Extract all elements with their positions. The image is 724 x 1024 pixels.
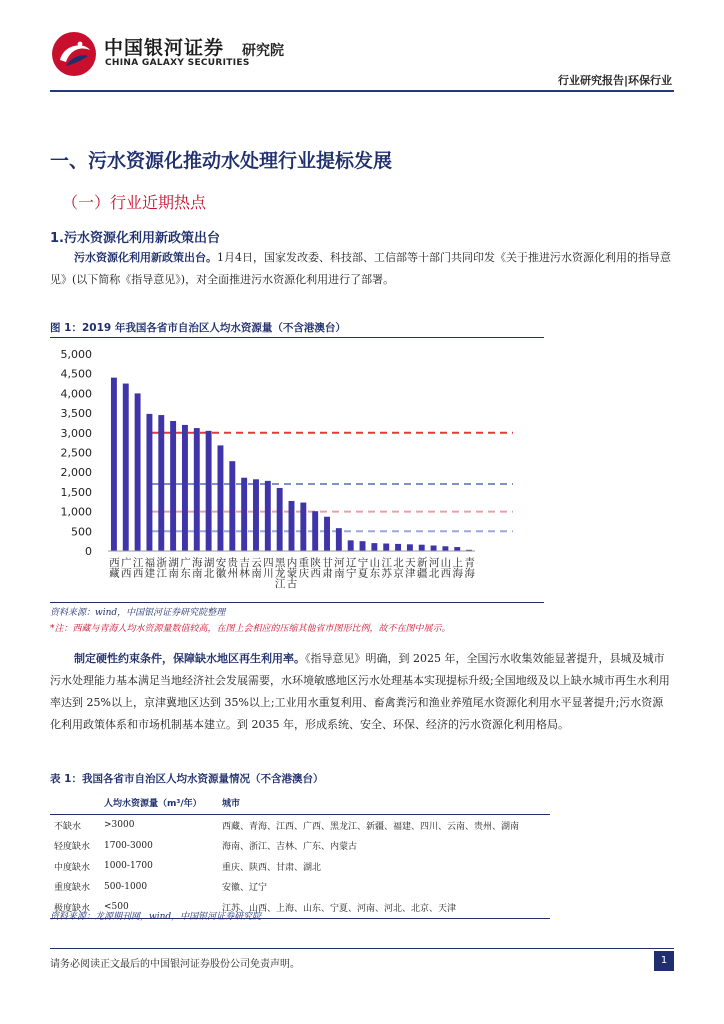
y-tick-label: 1,000 (60, 505, 92, 519)
paragraph-lead: 污水资源化利用新政策出台。 (74, 251, 217, 264)
x-tick-label: 安徽 (214, 557, 227, 578)
x-tick-label: 吉林 (238, 557, 251, 578)
bar (241, 478, 247, 551)
y-tick-label: 3,500 (60, 407, 92, 421)
logo-english-name: CHINA GALAXY SECURITIES (105, 58, 250, 68)
table-cell: >3000 (104, 820, 135, 831)
x-tick-label: 辽宁 (344, 557, 357, 578)
table-cell: 不缺水 (54, 821, 82, 832)
section-heading: 一、污水资源化推动水处理行业提标发展 (50, 150, 393, 172)
paragraph-policy (50, 247, 674, 291)
bar (419, 545, 425, 551)
x-tick-label: 黑龙江 (273, 557, 286, 589)
bar (431, 545, 437, 551)
table-cell: 安徽、辽宁 (222, 883, 268, 894)
y-tick-label: 0 (85, 545, 92, 558)
x-tick-label: 湖北 (202, 557, 215, 578)
x-tick-label: 广西 (119, 557, 132, 578)
logo-institute: 研究院 (242, 43, 284, 59)
bar (454, 547, 460, 551)
x-tick-label: 江苏 (380, 557, 393, 578)
footer-disclaimer: 请务必阅读正文最后的中国银河证券股份公司免责声明。 (50, 959, 300, 970)
y-tick-label: 2,000 (60, 466, 92, 480)
figure-bottom-rule (50, 602, 544, 603)
table-cell: 重庆、陕西、甘肃、湖北 (222, 862, 322, 873)
x-tick-label: 广东 (178, 557, 191, 578)
table-source: 资料来源：龙源期刊网，wind，中国银河证券研究院 (50, 912, 262, 922)
figure-title: 图 1：2019 年我国各省市自治区人均水资源量（不含港澳台） (50, 322, 346, 334)
footer-divider (50, 948, 674, 949)
bar (170, 421, 176, 551)
bar (158, 415, 164, 551)
table-row (50, 836, 550, 857)
x-tick-label: 山东 (368, 557, 381, 578)
bar (300, 503, 306, 551)
x-tick-label: 上海 (451, 557, 464, 578)
water-scarcity-table (50, 790, 550, 919)
paragraph-lead: 制定硬性约束条件，保障缺水地区再生利用率。 (74, 652, 305, 665)
x-tick-label: 内蒙古 (285, 557, 298, 589)
x-tick-label: 江西 (131, 557, 144, 578)
bar (336, 528, 342, 551)
bar (111, 378, 117, 551)
table-cell: 1700-3000 (104, 840, 153, 851)
bar (229, 461, 235, 551)
y-tick-label: 3,000 (60, 426, 92, 440)
table-cell: 轻度缺水 (54, 842, 91, 853)
y-tick-label: 2,500 (60, 446, 92, 460)
bar (442, 546, 448, 551)
table-header-row (50, 790, 550, 815)
report-type: 行业研究报告|环保行业 (557, 74, 672, 87)
bar (324, 517, 330, 551)
bar (206, 431, 212, 551)
x-tick-label: 福建 (143, 557, 156, 578)
logo-chinese-name: 中国银河证券 (104, 37, 225, 59)
paragraph-body: 1月4日，国家发改委、科技部、工信部等十部门共同印发《关于推进污水资源化利用的指导意见》(以下简称《指导意见》)，对全面推进污水资源化利用进行了部署。 (50, 251, 671, 286)
table-cell: 中度缺水 (54, 862, 91, 873)
bar (383, 544, 389, 551)
y-tick-label: 500 (71, 525, 92, 539)
topic-heading: 1.污水资源化利用新政策出台 (50, 231, 220, 246)
figure-note: *注：西藏与青海人均水资源量数值较高，在图上会相应的压缩其他省市图形比例，故不在图中展示。 (50, 624, 451, 634)
table-row (50, 815, 550, 836)
bar (277, 488, 283, 551)
bar (348, 540, 354, 551)
x-tick-label: 天津 (403, 557, 416, 578)
table-cell: 海南、浙江、吉林、广东、内蒙古 (222, 842, 358, 853)
table-cell: 500-1000 (104, 881, 148, 892)
bar (360, 541, 366, 551)
x-tick-label: 河南 (332, 557, 345, 578)
x-tick-label: 云南 (249, 557, 262, 578)
bar (289, 501, 295, 551)
bar (218, 445, 224, 551)
x-tick-label: 重庆 (297, 557, 310, 578)
table-title: 表 1：我国各省市自治区人均水资源量情况（不含港澳台） (50, 773, 324, 785)
subsection-heading: （一）行业近期热点 (62, 193, 207, 212)
bar (312, 511, 318, 551)
water-resources-bar-chart (50, 340, 550, 598)
bar (407, 544, 413, 551)
x-tick-label: 贵州 (226, 557, 239, 578)
y-tick-label: 4,500 (60, 367, 92, 381)
bar (135, 393, 141, 551)
paragraph-body: 《指导意见》明确，到 2025 年，全国污水收集效能显著提升，县城及城市污水处理能力基本满足当地经济社会发展需要，水环境敏感地区污水处理基本实现提标升级;全国地级及以上缺水城市再生水利用率达到 25%以上，京津冀地区达到 35%以上;工业用水重复利用、畜禽粪污和渔业养殖尾水资源化利用水平显著提升;污水资源化利用政策体系和市场机制基本建立。到 2035 年，形成系统、安全、环保、经济的污水资源化利用格局。 (50, 652, 670, 731)
bar (182, 425, 188, 551)
x-tick-label: 甘肃 (321, 557, 334, 578)
table-header: 城市 (218, 790, 550, 815)
x-tick-label: 新疆 (415, 557, 428, 578)
paragraph-constraints (50, 648, 674, 736)
figure-source: 资料来源：wind，中国银河证券研究院整理 (50, 608, 226, 618)
table-header (50, 790, 100, 815)
bar (146, 414, 152, 551)
x-tick-label: 西藏 (107, 557, 120, 578)
table-row (50, 877, 550, 898)
header-divider (50, 90, 674, 92)
bar (265, 481, 271, 551)
table-row (50, 856, 550, 877)
table-cell: 西藏、青海、江西、广西、黑龙江、新疆、福建、四川、云南、贵州、湖南 (222, 821, 520, 832)
x-tick-label: 陕西 (309, 557, 322, 578)
x-tick-label: 四川 (261, 557, 274, 578)
x-tick-label: 北京 (392, 557, 405, 578)
bar (123, 384, 129, 551)
table-header: 人均水资源量（m³/年） (100, 790, 218, 815)
x-tick-label: 青海 (463, 557, 476, 578)
y-tick-label: 4,000 (60, 387, 92, 401)
table-cell: <500 (100, 897, 218, 918)
x-tick-label: 宁夏 (356, 557, 369, 578)
bar (194, 428, 200, 551)
bar (371, 543, 377, 551)
bar (395, 544, 401, 551)
figure-top-rule (50, 337, 544, 338)
table-cell: 重度缺水 (54, 883, 91, 894)
x-tick-label: 湖南 (167, 557, 180, 578)
x-tick-label: 浙江 (155, 557, 168, 578)
bar (253, 479, 259, 551)
table-cell: 1000-1700 (104, 861, 153, 872)
page-number: 1 (654, 951, 674, 971)
y-tick-label: 5,000 (60, 348, 92, 361)
table-cell: 江苏、山西、上海、山东、宁夏、河南、河北、北京、天津 (218, 897, 550, 918)
x-tick-label: 山西 (439, 557, 452, 578)
table-cell: 极度缺水 (50, 897, 100, 918)
galaxy-logo-icon (50, 30, 98, 78)
x-tick-label: 海南 (190, 557, 203, 578)
y-tick-label: 1,500 (60, 485, 92, 499)
x-tick-label: 河北 (427, 557, 440, 578)
